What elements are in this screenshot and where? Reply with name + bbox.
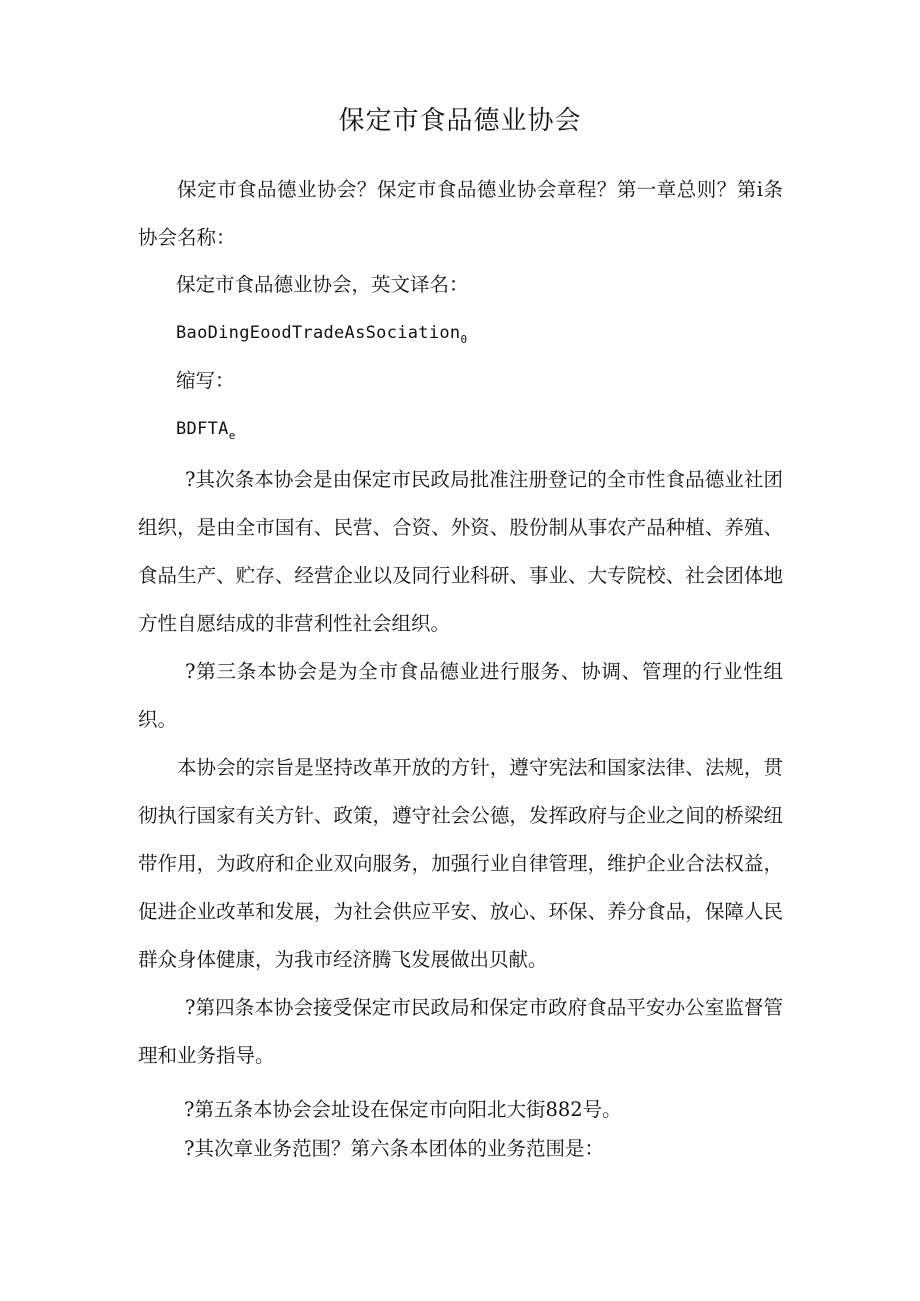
abbreviation-subscript: e [228, 429, 236, 442]
paragraph-article-four: ?第四条本协会接受保定市民政局和保定市政府食品平安办公室监督管理和业务指导。 [138, 996, 783, 1067]
paragraph-english-name [176, 318, 467, 355]
paragraph-english-name-label: 保定市食品德业协会，英文译名： [176, 273, 469, 296]
abbreviation-text: BDFTA [176, 419, 229, 439]
paragraph-abbreviation [176, 414, 236, 451]
paragraph-article-five: ?第五条本协会会址设在保定市向阳北大街882号。 [184, 1098, 622, 1121]
paragraph-abbreviation-label: 缩写： [176, 369, 235, 392]
paragraph-purpose: 本协会的宗旨是坚持改革开放的方针，遵守宪法和国家法律、法规，贯彻执行国家有关方针、政策，遵守社会公德，发挥政府与企业之间的桥梁纽带作用，为政府和企业双向服务，加强行业自律管理，维护企业合法权益，促进企业改革和发展，为社会供应平安、放心、环保、养分食品，保障人民群众身体健康，为我市经济腾飞发展做出贝献。 [138, 756, 783, 971]
paragraph-article-three: ?第三条本协会是为全市食品德业进行服务、协调、管理的行业性组织。 [138, 660, 783, 731]
paragraph-chapter-two: ?其次章业务范围？第六条本团体的业务范围是： [184, 1137, 604, 1160]
paragraph-article-two: ?其次条本协会是由保定市民政局批准注册登记的全市性食品德业社团组织，是由全市国有、民营、合资、外资、股份制从事农产品种植、养殖、食品生产、贮存、经营企业以及同行业科研、事业、大专院校、社会团体地方性自愿结成的非营利性社会组织。 [138, 468, 783, 635]
paragraph-chapter-one: 保定市食品德业协会？保定市食品德业协会章程？第一章总则？第i条协会名称： [138, 178, 783, 249]
english-name-text: BaoDingEoodTradeAsSociation [176, 323, 461, 343]
document-title: 保定市食品德业协会 [338, 106, 582, 136]
english-name-subscript: 0 [460, 333, 468, 346]
